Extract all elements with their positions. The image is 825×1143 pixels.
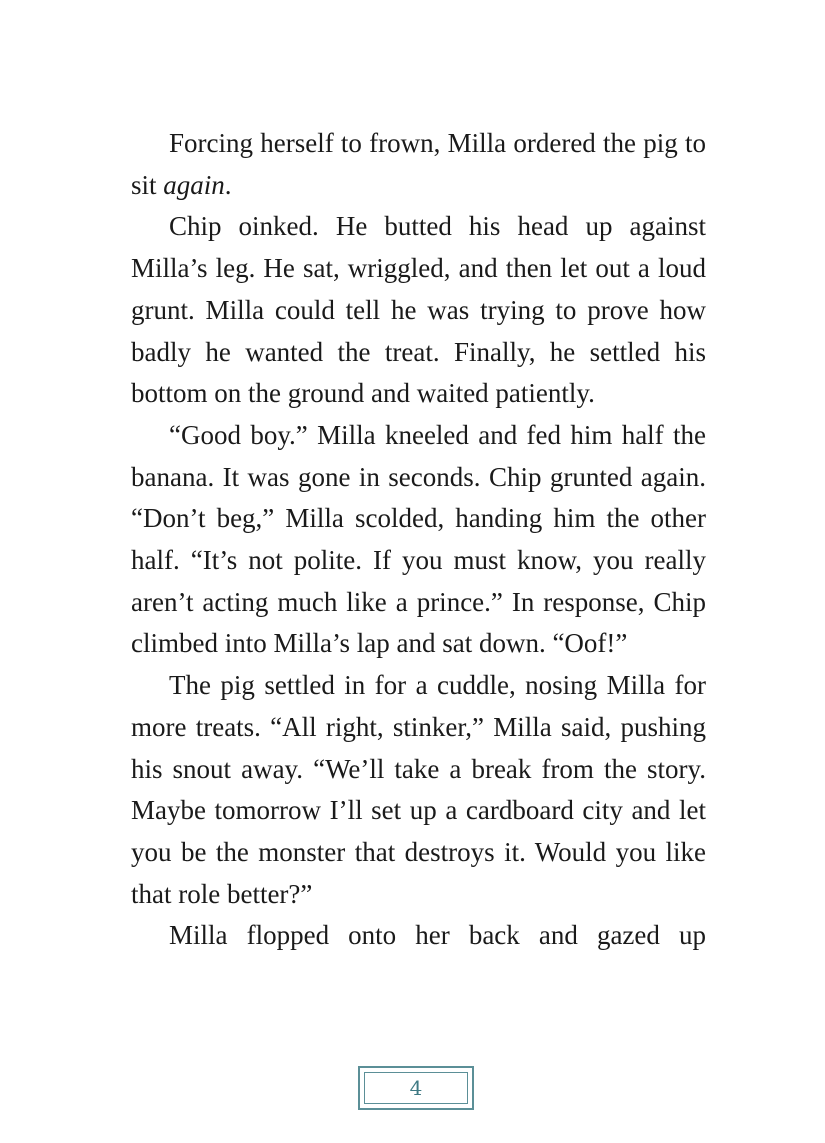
paragraph-1-text: Forcing herself to frown, Milla ordered the pig to sit	[131, 128, 706, 200]
page-number: 4	[409, 1076, 423, 1100]
body-text	[131, 123, 706, 957]
paragraph-2: Chip oinked. He butted his head up against Milla’s leg. He sat, wriggled, and then let out a loud grunt. Milla could tell he was trying to prove how badly he wanted the treat. Finally, he settled his bottom on the ground and waited patiently.	[131, 211, 706, 409]
paragraph-3: “Good boy.” Milla kneeled and fed him half the banana. It was gone in seconds. Chip grunted again. “Don’t beg,” Milla scolded, handing him the other half. “It’s not polite. If you must know, you really aren’t acting much like a prince.” In response, Chip climbed into Milla’s lap and sat down. “Oof!”	[131, 419, 706, 659]
paragraph-1-end: .	[224, 169, 232, 200]
page-number-frame	[358, 1066, 474, 1110]
paragraph-4: The pig settled in for a cuddle, nosing Milla for more treats. “All right, stinker,” Milla said, pushing his snout away. “We’ll take a break from the story. Maybe tomorrow I’ll set up a cardboard city and let you be the monster that destroys it. Would you like that role better?”	[131, 670, 706, 909]
paragraph-5: Milla flopped onto her back and gazed up	[169, 920, 706, 951]
emphasis-again: again	[163, 169, 225, 200]
paragraph-1	[131, 123, 706, 206]
